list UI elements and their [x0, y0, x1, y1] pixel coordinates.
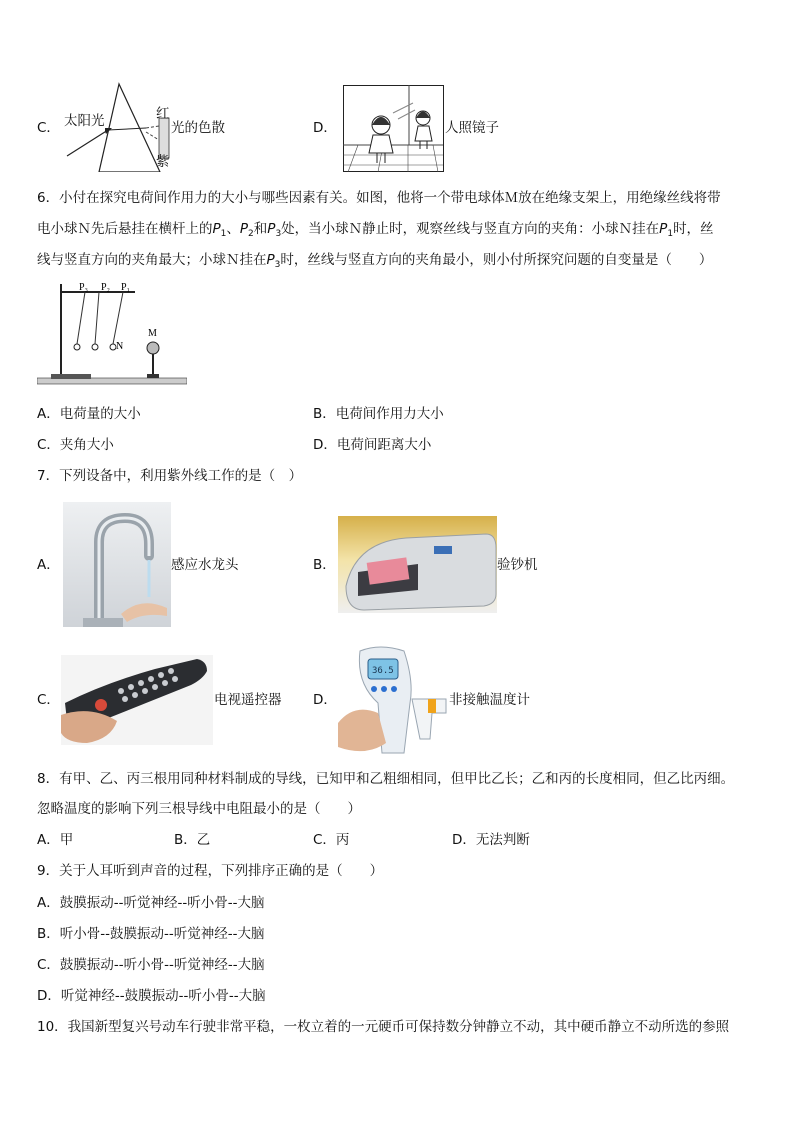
- q7-option-a-label[interactable]: A．: [37, 557, 60, 573]
- q9-option-c[interactable]: C．鼓膜振动--听小骨--听觉神经--大脑: [37, 957, 265, 973]
- q8-option-c[interactable]: C．丙: [313, 832, 350, 848]
- dispersion-caption: 光的色散: [171, 120, 225, 136]
- remote-control-icon: [61, 655, 213, 745]
- q6-option-a[interactable]: A．电荷量的大小: [37, 406, 141, 422]
- q6-option-b[interactable]: B．电荷间作用力大小: [313, 406, 444, 422]
- q9-option-a[interactable]: A．鼓膜振动--听觉神经--听小骨--大脑: [37, 895, 265, 911]
- q7-option-c-caption: 电视遥控器: [214, 692, 282, 708]
- electric-force-apparatus: [37, 280, 187, 388]
- q7-stem: 7．下列设备中，利用紫外线工作的是（ ）: [37, 468, 303, 484]
- mirror-caption: 人照镜子: [445, 120, 499, 136]
- q8-option-b[interactable]: B．乙: [174, 832, 211, 848]
- q8-stem-line1: 8．有甲、乙、丙三根用同种材料制成的导线，已知甲和乙粗细相同，但甲比乙长；乙和丙的长度相同，但乙比丙细。: [37, 771, 735, 787]
- q9-option-d[interactable]: D．听觉神经--鼓膜振动--听小骨--大脑: [37, 988, 266, 1004]
- q7-option-d-caption: 非接触温度计: [449, 692, 530, 708]
- p2-label: P₂: [101, 282, 111, 293]
- n-label: N: [116, 341, 124, 352]
- faucet-icon: [63, 502, 171, 627]
- money-detector-icon: [338, 516, 497, 613]
- q7-option-d-label[interactable]: D．: [313, 692, 337, 708]
- infrared-thermometer-icon: [338, 643, 449, 757]
- q7-option-c-label[interactable]: C．: [37, 692, 60, 708]
- q6-option-c[interactable]: C．夹角大小: [37, 437, 114, 453]
- p3-label: P₃: [79, 282, 89, 293]
- p1-label: P₁: [121, 282, 131, 293]
- money-detector-photo: [338, 516, 497, 613]
- q7-option-b-label[interactable]: B．: [313, 557, 336, 573]
- q7-option-a-caption: 感应水龙头: [171, 557, 239, 573]
- q8-stem-line2: 忽略温度的影响下列三根导线中电阻最小的是（ ）: [37, 801, 361, 817]
- q9-stem: 9．关于人耳听到声音的过程，下列排序正确的是（ ）: [37, 863, 384, 879]
- thermometer-photo: [338, 643, 449, 757]
- q7-option-b-caption: 验钞机: [497, 557, 538, 573]
- q8-option-a[interactable]: A．甲: [37, 832, 74, 848]
- q6-option-d[interactable]: D．电荷间距离大小: [313, 437, 432, 453]
- q8-option-d[interactable]: D．无法判断: [452, 832, 530, 848]
- q10-stem-line1: 10．我国新型复兴号动车行驶非常平稳，一枚立着的一元硬币可保持数分钟静立不动，其中硬币静立不动所选的参照: [37, 1019, 730, 1035]
- violet-label: 紫: [156, 154, 170, 170]
- q6-stem-line2: 电小球Ｎ先后悬挂在横杆上的$P_1$、$P_2$和$P_3$处，当小球Ｎ静止时，观察丝线与竖直方向的夹角：小球Ｎ挂在$P_1$时，丝: [37, 221, 714, 239]
- red-label: 红: [156, 106, 170, 122]
- q6-stem-line3: 线与竖直方向的夹角最大；小球Ｎ挂在$P_3$时，丝线与竖直方向的夹角最小，则小付所探究问题的自变量是（ ）: [37, 252, 713, 270]
- sunlight-label: 太阳光: [64, 113, 105, 129]
- remote-control-photo: [61, 655, 213, 745]
- q6-stem-line1: 6．小付在探究电荷间作用力的大小与哪些因素有关。如图，他将一个带电球体Ｍ放在绝缘支架上，用绝缘丝线将带: [37, 190, 721, 206]
- faucet-photo: [63, 502, 171, 627]
- q5-option-d-label: D．: [313, 120, 337, 136]
- thermometer-screen-text: 36.5: [372, 666, 394, 676]
- mirror-figure: [343, 85, 444, 172]
- m-label: M: [148, 328, 157, 339]
- q9-option-b[interactable]: B．听小骨--鼓膜振动--听觉神经--大脑: [37, 926, 265, 942]
- q5-option-c-label: C．: [37, 120, 60, 136]
